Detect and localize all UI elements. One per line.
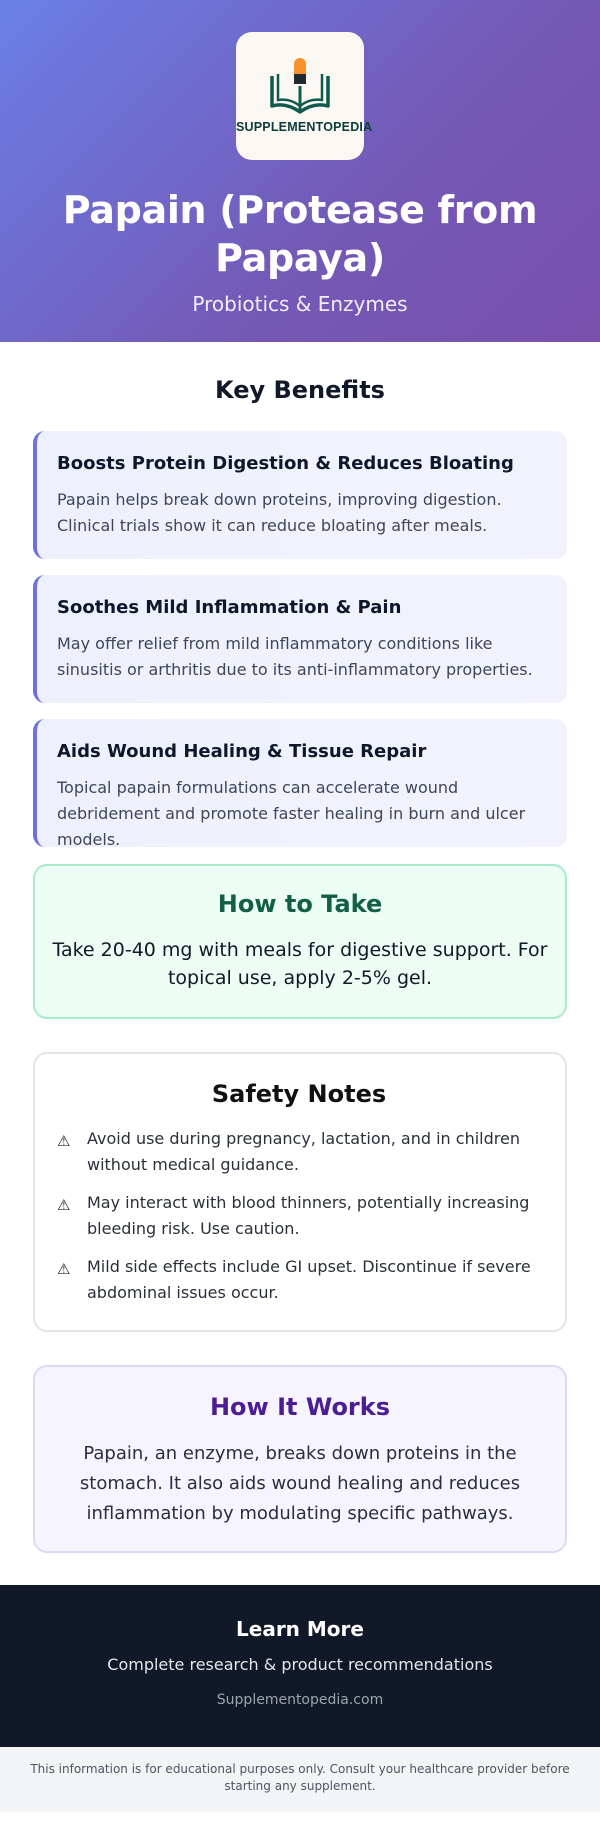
benefit-card — [33, 431, 567, 559]
safety-note-text: Mild side effects include GI upset. Discontinue if severe abdominal issues occur. — [87, 1257, 531, 1302]
safety-note — [57, 1126, 541, 1178]
how-it-works-card — [33, 1365, 567, 1553]
benefit-title: Aids Wound Healing & Tissue Repair — [57, 741, 427, 762]
book-pill-logo-icon — [266, 56, 334, 120]
key-benefits-section — [0, 342, 600, 847]
benefit-text: Papain helps break down proteins, improving digestion. Clinical trials show it can reduce bloating after meals. — [57, 490, 502, 535]
logo-text: SUPPLEMENTOPEDIA — [236, 120, 373, 134]
benefit-title: Boosts Protein Digestion & Reduces Bloating — [57, 453, 514, 474]
how-to-take-card — [33, 864, 567, 1019]
how-it-works-text: Papain, an enzyme, breaks down proteins in the stomach. It also aids wound healing and reduces inflammation by modulating specific pathways. — [79, 1443, 521, 1524]
hero-header — [0, 0, 600, 342]
learn-more-title: Learn More — [236, 1617, 364, 1641]
category-label: Probiotics & Enzymes — [192, 292, 408, 316]
benefit-title: Soothes Mild Inflammation & Pain — [57, 597, 402, 618]
warning-icon: ⚠ — [57, 1132, 71, 1150]
how-it-works-title: How It Works — [209, 1393, 391, 1421]
benefit-card — [33, 719, 567, 847]
page-title: Papain (Protease from Papaya) — [62, 188, 538, 280]
learn-more-subtitle: Complete research & product recommendations — [107, 1655, 493, 1674]
safety-notes-title: Safety Notes — [211, 1080, 387, 1108]
logo[interactable] — [236, 32, 373, 160]
benefit-card — [33, 575, 567, 703]
warning-icon: ⚠ — [57, 1260, 71, 1278]
key-benefits-title: Key Benefits — [215, 376, 385, 404]
safety-note-text: Avoid use during pregnancy, lactation, and in children without medical guidance. — [87, 1129, 520, 1174]
safety-note — [57, 1254, 541, 1306]
benefit-text: Topical papain formulations can accelerate wound debridement and promote faster healing in burn and ulcer models. — [57, 778, 526, 849]
disclaimer: This information is for educational purposes only. Consult your healthcare provider before starting any supplement. — [0, 1747, 600, 1812]
website-link[interactable]: Supplementopedia.com — [216, 1692, 384, 1708]
how-to-take-title: How to Take — [217, 890, 383, 918]
warning-icon: ⚠ — [57, 1196, 71, 1214]
safety-note-text: May interact with blood thinners, potentially increasing bleeding risk. Use caution. — [87, 1193, 530, 1238]
safety-note — [57, 1190, 541, 1242]
learn-more-footer — [0, 1585, 600, 1747]
safety-notes-card — [33, 1052, 567, 1332]
benefit-text: May offer relief from mild inflammatory conditions like sinusitis or arthritis due to its anti-inflammatory properties. — [57, 634, 533, 679]
dosage-text: Take 20-40 mg with meals for digestive support. For topical use, apply 2-5% gel. — [52, 939, 548, 989]
